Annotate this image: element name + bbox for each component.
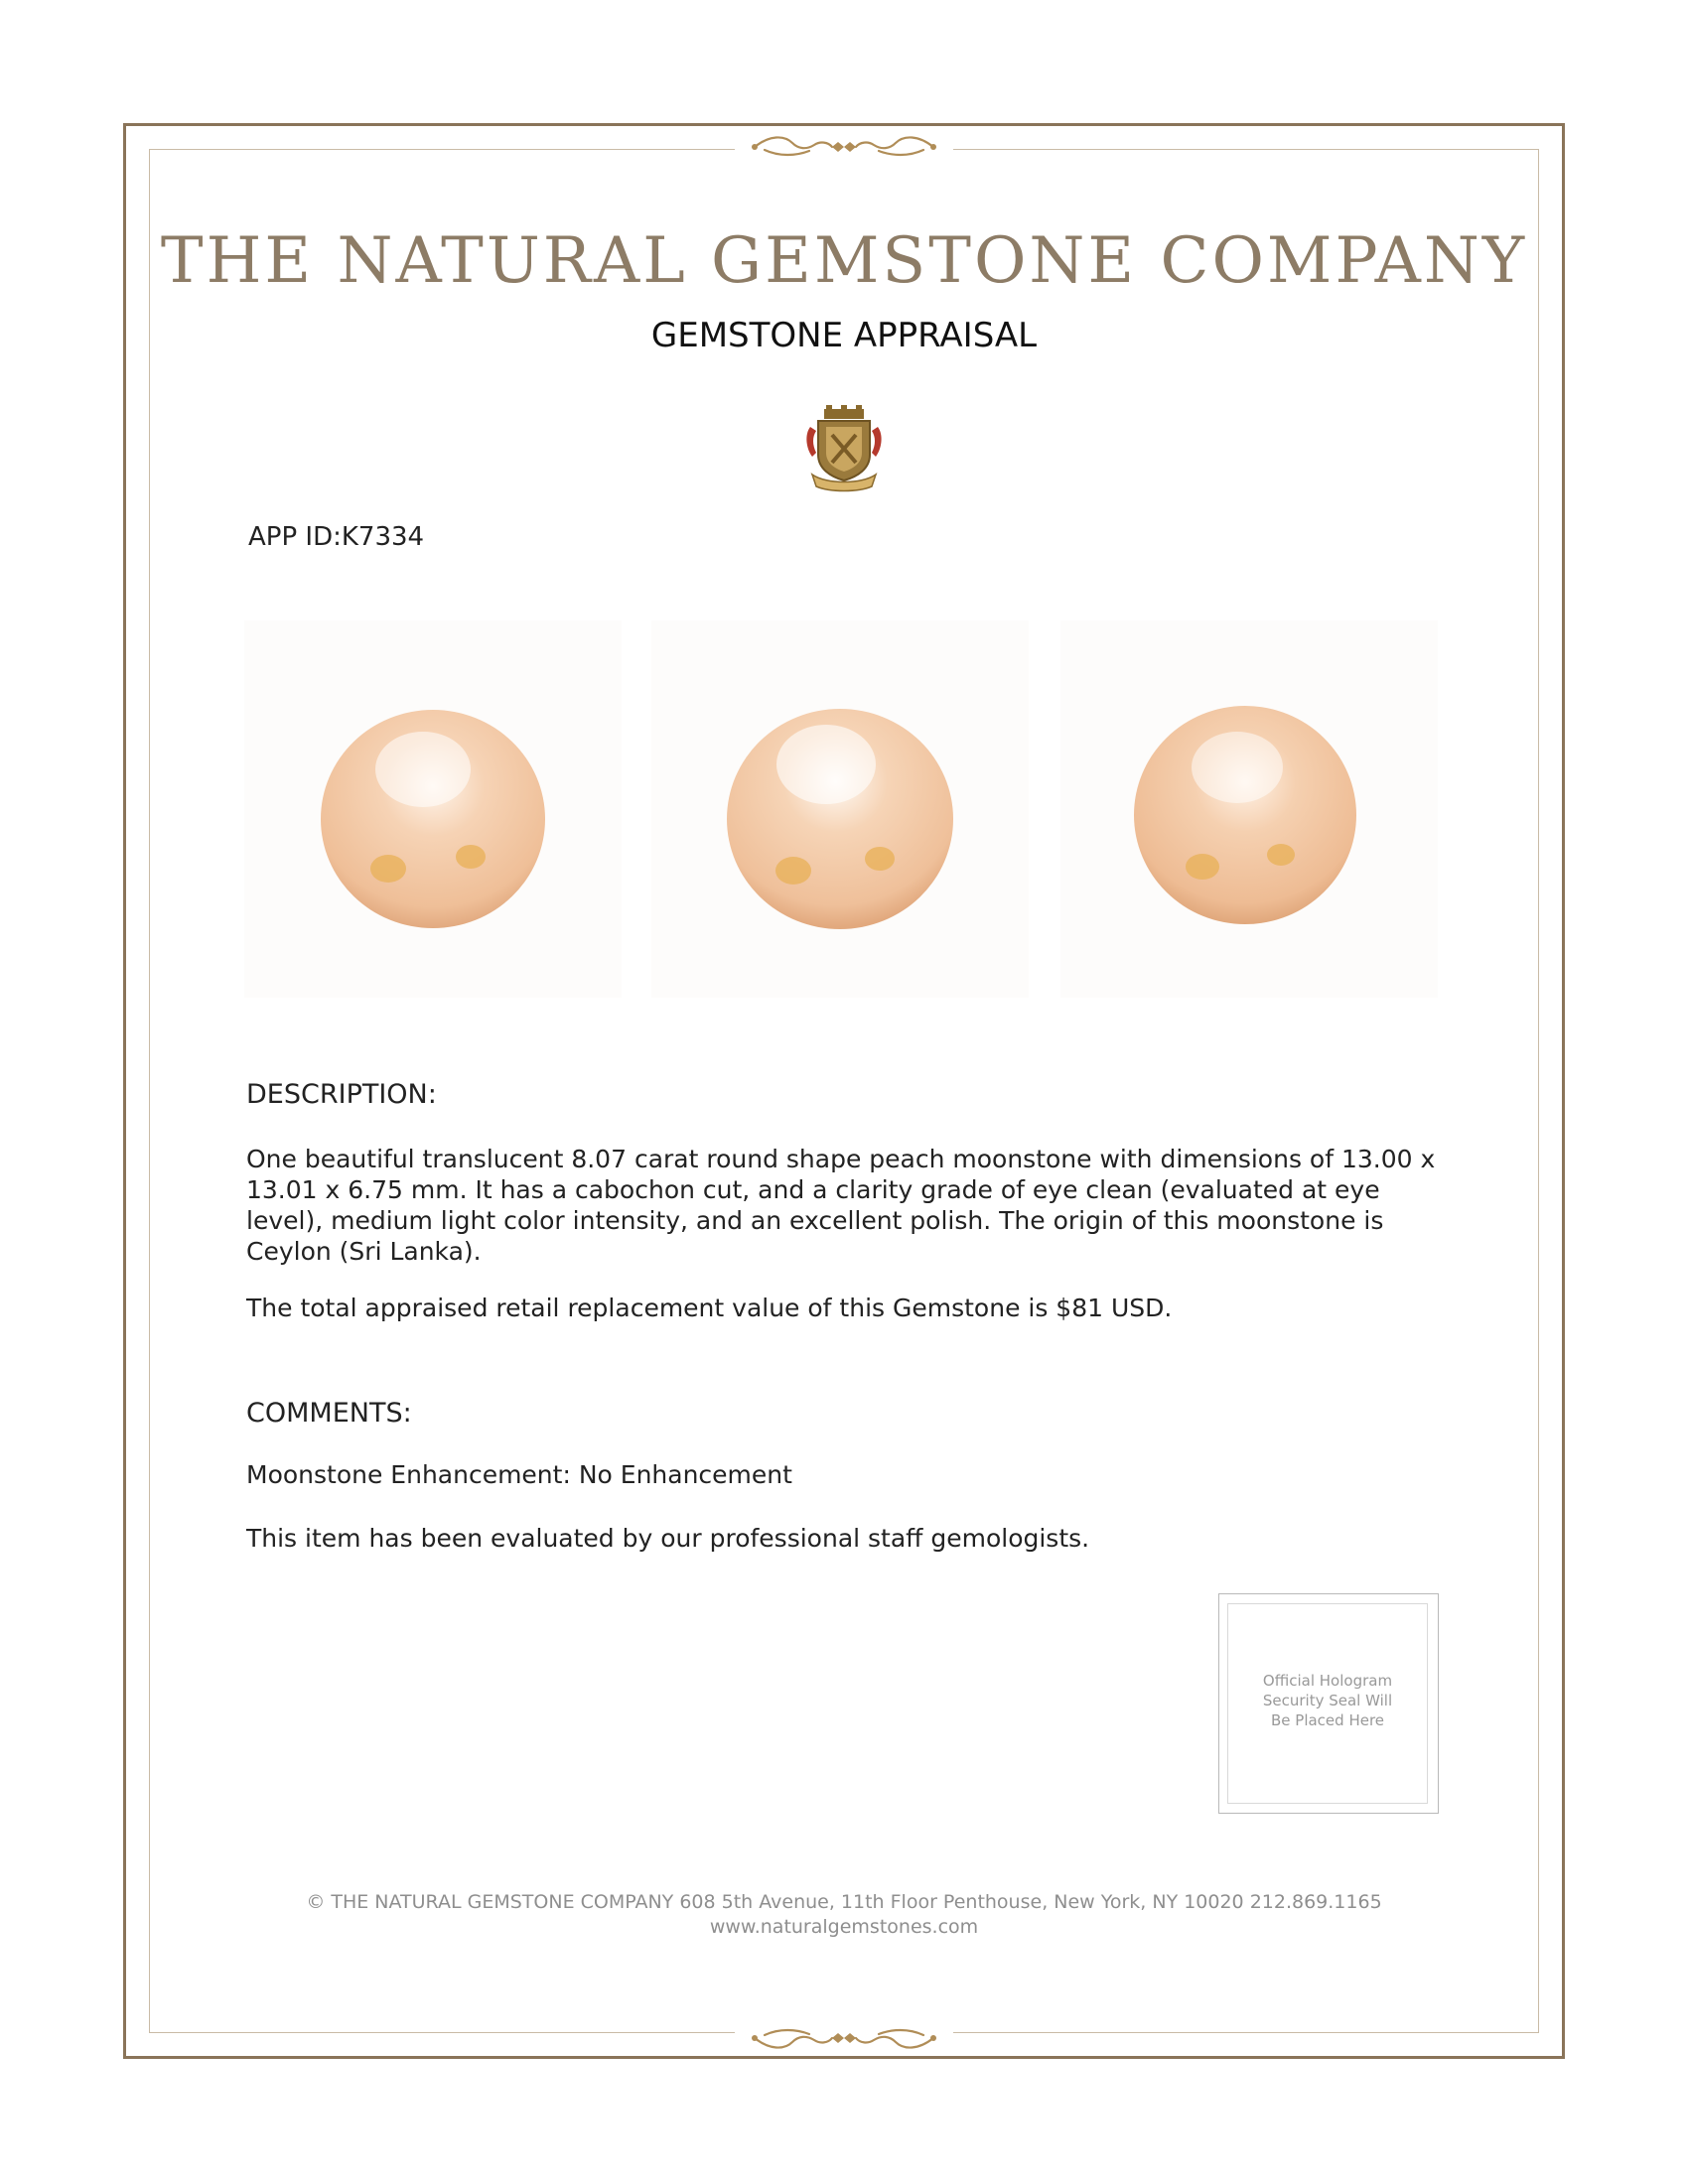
description-text: One beautiful translucent 8.07 carat round shape peach moonstone with dimensions of 13.00 x 13.01 x 6.75 mm. It has a cabochon cut, and a clarity grade of eye clean (evaluated at eye level), medium light color intensity, and an excellent polish. The origin of this moonstone is Ceylon (Sri Lanka). <box>246 1145 1436 1266</box>
description-heading: DESCRIPTION: <box>246 1079 437 1110</box>
app-id-value: K7334 <box>341 522 425 552</box>
gem-photo-1 <box>244 620 622 998</box>
app-id-label: APP ID: <box>248 522 342 552</box>
evaluation-comment: This item has been evaluated by our professional staff gemologists. <box>246 1524 1090 1553</box>
comments-heading: COMMENTS: <box>246 1398 412 1429</box>
footer-address: © THE NATURAL GEMSTONE COMPANY 608 5th Avenue, 11th Floor Penthouse, New York, NY 10020 212.869.1165 <box>306 1891 1382 1913</box>
seal-line-3: Be Placed Here <box>1270 1711 1385 1729</box>
footer-website: www.naturalgemstones.com <box>709 1916 979 1938</box>
enhancement-comment: Moonstone Enhancement: No Enhancement <box>246 1460 792 1489</box>
company-name: THE NATURAL GEMSTONE COMPANY <box>160 224 1528 298</box>
gem-photo-3 <box>1060 620 1438 998</box>
heraldic-crest-logo-icon <box>802 405 886 494</box>
app-id <box>248 522 424 552</box>
hologram-seal-text <box>1227 1671 1428 1730</box>
gem-photo-2 <box>651 620 1029 998</box>
document-title: GEMSTONE APPRAISAL <box>650 316 1038 355</box>
seal-line-2: Security Seal Will <box>1262 1692 1393 1709</box>
bottom-flourish-icon <box>735 2021 953 2055</box>
seal-line-1: Official Hologram <box>1262 1672 1393 1690</box>
appraised-value-statement: The total appraised retail replacement value of this Gemstone is $81 USD. <box>246 1294 1173 1322</box>
top-flourish-icon <box>735 130 953 164</box>
